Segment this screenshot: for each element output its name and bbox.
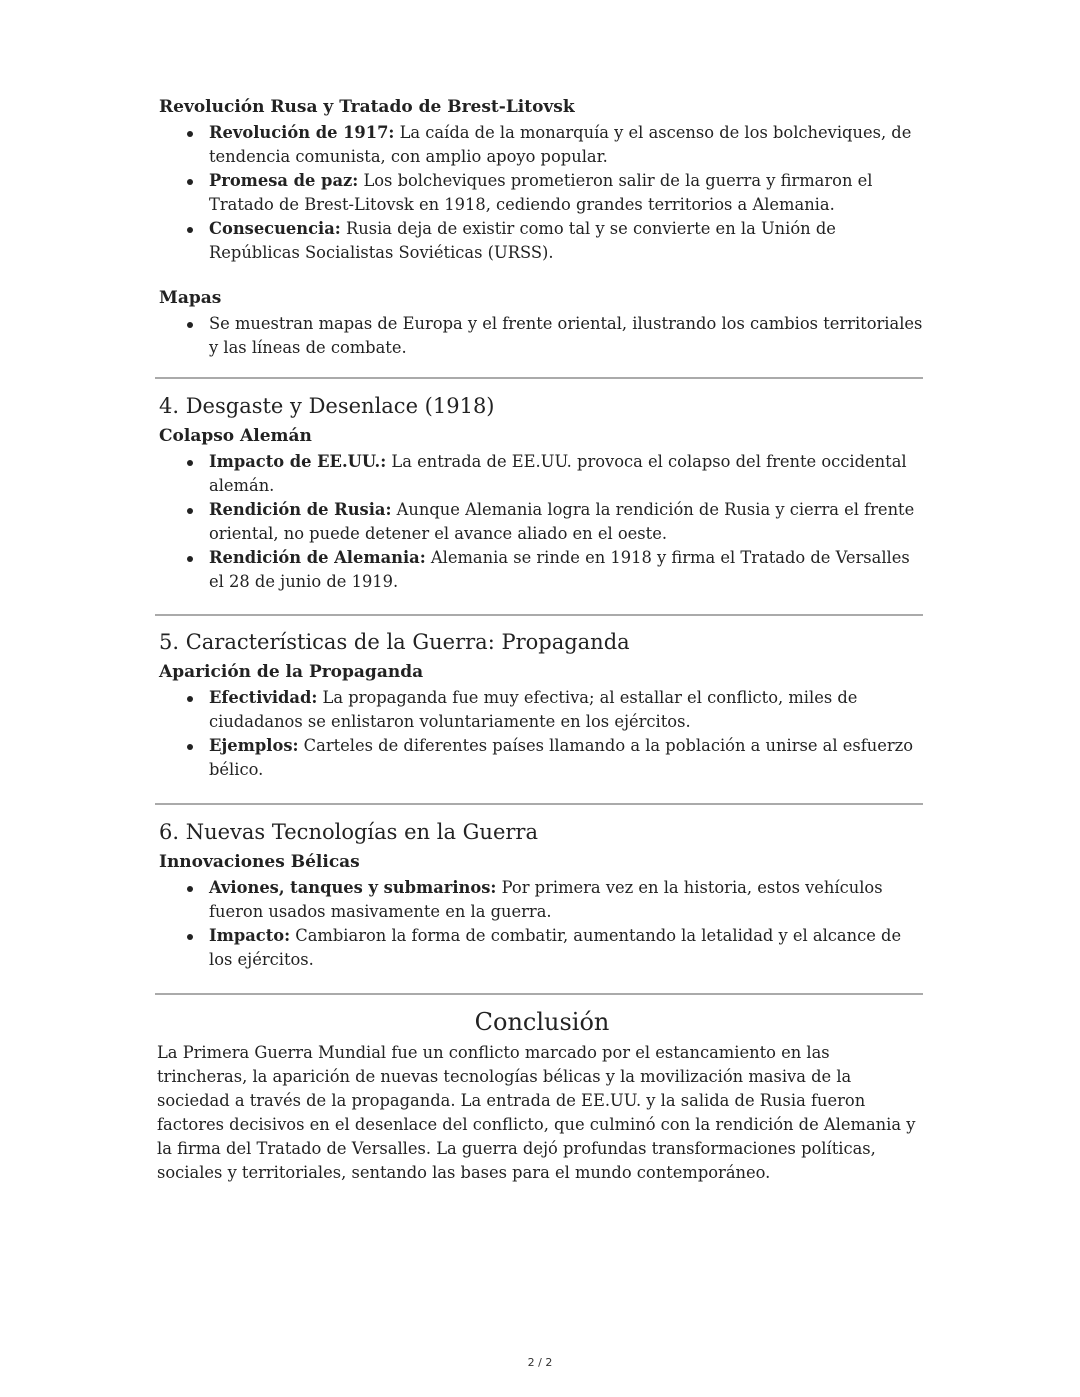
bullet-list xyxy=(157,121,927,265)
list-item xyxy=(209,169,927,217)
list-item xyxy=(209,312,927,360)
item-text: La entrada de EE.UU. provoca el colapso del frente occidental alemán. xyxy=(209,452,907,495)
list-item xyxy=(209,546,927,594)
item-text: Se muestran mapas de Europa y el frente oriental, ilustrando los cambios territoriales y las líneas de combate. xyxy=(209,314,923,357)
item-text: Aunque Alemania logra la rendición de Rusia y cierra el frente oriental, no puede detener el avance aliado en el oeste. xyxy=(209,500,915,543)
item-text: Carteles de diferentes países llamando a la población a unirse al esfuerzo bélico. xyxy=(209,736,914,779)
list-item xyxy=(209,450,927,498)
item-label: Efectividad: xyxy=(209,688,318,707)
item-label: Consecuencia: xyxy=(209,219,341,238)
item-label: Rendición de Alemania: xyxy=(209,548,426,567)
section-maps xyxy=(157,286,927,360)
item-label: Revolución de 1917: xyxy=(209,123,395,142)
item-label: Rendición de Rusia: xyxy=(209,500,392,519)
section-heading: 4. Desgaste y Desenlace (1918) xyxy=(159,394,495,418)
section-heading: 6. Nuevas Tecnologías en la Guerra xyxy=(159,820,538,844)
item-label: Ejemplos: xyxy=(209,736,299,755)
item-label: Impacto: xyxy=(209,926,291,945)
item-label: Promesa de paz: xyxy=(209,171,359,190)
list-item xyxy=(209,734,927,782)
bullet-list xyxy=(157,450,927,594)
page-number: 2 / 2 xyxy=(527,1356,553,1369)
list-item xyxy=(209,121,927,169)
list-item xyxy=(209,217,927,265)
conclusion xyxy=(157,1007,927,1185)
list-item xyxy=(209,686,927,734)
bullet-list xyxy=(157,312,927,360)
section-6 xyxy=(157,818,927,972)
item-text: Rusia deja de existir como tal y se convierte en la Unión de Repúblicas Socialistas Soviéticas (URSS). xyxy=(209,219,836,262)
item-text: La caída de la monarquía y el ascenso de los bolcheviques, de tendencia comunista, con amplio apoyo popular. xyxy=(209,123,912,166)
list-item xyxy=(209,924,927,972)
subsection-heading: Mapas xyxy=(159,288,222,308)
bullet-list xyxy=(157,876,927,972)
conclusion-heading: Conclusión xyxy=(474,1008,610,1036)
item-text: Cambiaron la forma de combatir, aumentando la letalidad y el alcance de los ejércitos. xyxy=(209,926,902,969)
divider xyxy=(155,803,923,805)
section-russian-revolution xyxy=(157,95,927,265)
item-text: Por primera vez en la historia, estos vehículos fueron usados masivamente en la guerra. xyxy=(209,878,883,921)
item-text: Alemania se rinde en 1918 y firma el Tratado de Versalles el 28 de junio de 1919. xyxy=(209,548,910,591)
section-heading: 5. Características de la Guerra: Propaganda xyxy=(159,630,630,654)
subsection-heading: Aparición de la Propaganda xyxy=(159,662,424,682)
section-4 xyxy=(157,392,927,594)
bullet-list xyxy=(157,686,927,782)
item-label: Aviones, tanques y submarinos: xyxy=(209,878,497,897)
subsection-heading: Innovaciones Bélicas xyxy=(159,852,360,872)
subsection-heading: Colapso Alemán xyxy=(159,426,312,446)
divider xyxy=(155,993,923,995)
list-item xyxy=(209,876,927,924)
item-text: Los bolcheviques prometieron salir de la guerra y firmaron el Tratado de Brest-Litovsk en 1918, cediendo grandes territorios a Alemania. xyxy=(209,171,873,214)
list-item xyxy=(209,498,927,546)
subsection-heading: Revolución Rusa y Tratado de Brest-Litovsk xyxy=(159,97,575,117)
conclusion-text: La Primera Guerra Mundial fue un conflicto marcado por el estancamiento en las trincheras, la aparición de nuevas tecnologías bélicas y la movilización masiva de la sociedad a través de la propaganda. La entrada de EE.UU. y la salida de Rusia fueron factores decisivos en el desenlace del conflicto, que culminó con la rendición de Alemania y la firma del Tratado de Versalles. La guerra dejó profundas transformaciones políticas, sociales y territoriales, sentando las bases para el mundo contemporáneo. xyxy=(157,1043,916,1182)
divider xyxy=(155,377,923,379)
section-5 xyxy=(157,628,927,782)
item-label: Impacto de EE.UU.: xyxy=(209,452,387,471)
divider xyxy=(155,614,923,616)
item-text: La propaganda fue muy efectiva; al estallar el conflicto, miles de ciudadanos se enlistaron voluntariamente en los ejércitos. xyxy=(209,688,858,731)
